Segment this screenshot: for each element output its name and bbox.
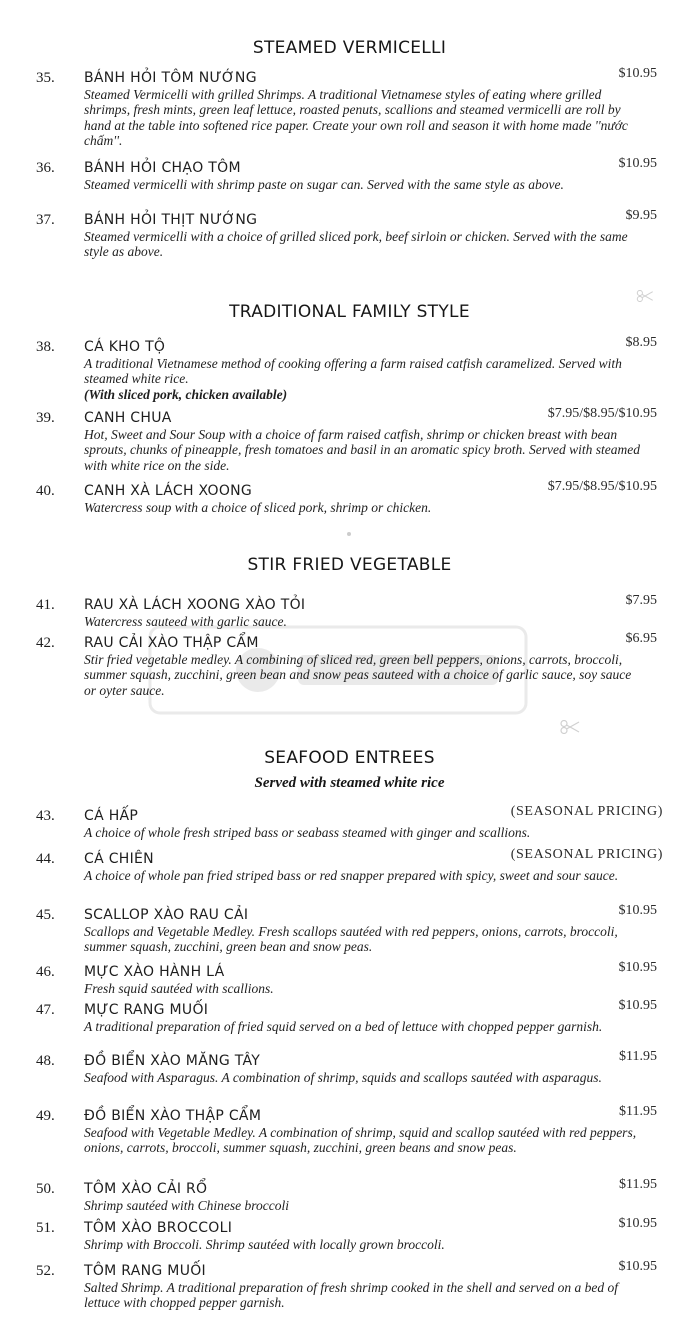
item-name: TÔM XÀO CẢI RỔ bbox=[84, 1181, 208, 1197]
item-name: ĐỒ BIỂN XÀO MĂNG TÂY bbox=[84, 1053, 261, 1069]
item-name: RAU XÀ LÁCH XOONG XÀO TỎI bbox=[84, 597, 306, 613]
item-description: Seafood with Asparagus. A combination of shrimp, squids and scallops sautéed with asparagus. bbox=[84, 1070, 602, 1085]
item-description: Hot, Sweet and Sour Soup with a choice of farm raised catfish, shrimp or chicken breast with bean sprouts, chunks of pineapple, fresh tomatoes and basil in an aromatic spicy broth. Served with steamed with white rice on the side. bbox=[84, 427, 640, 473]
item-price: $10.95 bbox=[618, 156, 657, 171]
item-description: Shrimp with Broccoli. Shrimp sautéed with locally grown broccoli. bbox=[84, 1237, 445, 1252]
item-description: Scallops and Vegetable Medley. Fresh scallops sautéed with red peppers, onions, carrots, broccoli, summer squash, zucchini, green bean and snow peas. bbox=[84, 924, 618, 955]
item-name: BÁNH HỎI THỊT NƯỚNG bbox=[84, 212, 258, 228]
item-description: Shrimp sautéed with Chinese broccoli bbox=[84, 1198, 289, 1213]
item-name: SCALLOP XÀO RAU CẢI bbox=[84, 907, 249, 923]
item-number: 37. bbox=[36, 212, 55, 228]
item-name: MỰC RANG MUỐI bbox=[84, 1002, 209, 1018]
section-title-vermicelli: STEAMED VERMICELLI bbox=[252, 38, 447, 58]
item-number: 38. bbox=[36, 339, 55, 355]
item-name: BÁNH HỎI CHẠO TÔM bbox=[84, 160, 241, 176]
item-name: MỰC XÀO HÀNH LÁ bbox=[84, 964, 225, 980]
item-price: $9.95 bbox=[625, 208, 657, 223]
item-number: 39. bbox=[36, 410, 55, 426]
item-description: Steamed vermicelli with a choice of grilled sliced pork, beef sirloin or chicken. Served with the same style as above. bbox=[84, 229, 628, 260]
item-price: $7.95/$8.95/$10.95 bbox=[547, 406, 657, 421]
item-name: ĐỒ BIỂN XÀO THẬP CẨM bbox=[84, 1108, 262, 1124]
item-description: Watercress sauteed with garlic sauce. bbox=[84, 614, 287, 629]
item-description: Steamed Vermicelli with grilled Shrimps. A traditional Vietnamese styles of eating where grilled shrimps, fresh mints, green leaf lettuce, roasted penuts, scallions and steamed vermicelli are roll by hand at the table into softened rice paper. Create your own roll and season it with home made ''nước chấm''. bbox=[84, 87, 628, 148]
item-number: 35. bbox=[36, 70, 55, 86]
section-title-stirfry: STIR FRIED VEGETABLE bbox=[247, 555, 452, 575]
item-price: $10.95 bbox=[618, 1259, 657, 1274]
item-price: (SEASONAL PRICING) bbox=[510, 847, 663, 862]
item-name: TÔM RANG MUỐI bbox=[84, 1263, 206, 1279]
section-title-seafood: SEAFOOD ENTREES bbox=[264, 748, 435, 768]
item-number: 46. bbox=[36, 964, 55, 980]
scissors-icon bbox=[560, 720, 580, 734]
item-number: 52. bbox=[36, 1263, 55, 1279]
item-number: 48. bbox=[36, 1053, 55, 1069]
item-price: $11.95 bbox=[619, 1177, 657, 1192]
item-price: $11.95 bbox=[619, 1104, 657, 1119]
item-price: $10.95 bbox=[618, 903, 657, 918]
item-note: (With sliced pork, chicken available) bbox=[84, 386, 288, 402]
item-name: BÁNH HỎI TÔM NƯỚNG bbox=[84, 70, 257, 86]
item-price: $10.95 bbox=[618, 960, 657, 975]
item-number: 45. bbox=[36, 907, 55, 923]
item-number: 43. bbox=[36, 808, 55, 824]
item-description-text: A traditional Vietnamese method of cooking offering a farm raised catfish caramelized. Served with steamed white rice. bbox=[84, 356, 622, 387]
item-number: 42. bbox=[36, 635, 55, 651]
item-name: TÔM XÀO BROCCOLI bbox=[84, 1220, 233, 1236]
item-name: CANH CHUA bbox=[84, 410, 172, 426]
item-description: A traditional preparation of fried squid served on a bed of lettuce with chopped pepper garnish. bbox=[84, 1019, 603, 1034]
item-description: Salted Shrimp. A traditional preparation of fresh shrimp cooked in the shell and served on a bed of lettuce with chopped pepper garnish. bbox=[84, 1280, 618, 1311]
item-price: $7.95/$8.95/$10.95 bbox=[547, 479, 657, 494]
item-number: 50. bbox=[36, 1181, 55, 1197]
item-price: (SEASONAL PRICING) bbox=[510, 804, 663, 819]
item-name: CANH XÀ LÁCH XOONG bbox=[84, 483, 253, 499]
item-name: CÁ KHO TỘ bbox=[84, 339, 166, 355]
item-description: A choice of whole fresh striped bass or seabass steamed with ginger and scallions. bbox=[84, 825, 531, 840]
item-name: RAU CẢI XÀO THẬP CẨM bbox=[84, 635, 259, 651]
item-price: $10.95 bbox=[618, 66, 657, 81]
section-title-family: TRADITIONAL FAMILY STYLE bbox=[229, 302, 470, 322]
divider-dot bbox=[347, 532, 351, 536]
item-price: $10.95 bbox=[618, 1216, 657, 1231]
item-description bbox=[84, 356, 644, 402]
item-price: $6.95 bbox=[625, 631, 657, 646]
item-price: $11.95 bbox=[619, 1049, 657, 1064]
item-number: 40. bbox=[36, 483, 55, 499]
item-name: CÁ HẤP bbox=[84, 808, 139, 824]
item-description: Watercress soup with a choice of sliced pork, shrimp or chicken. bbox=[84, 500, 432, 515]
item-description: Steamed vermicelli with shrimp paste on sugar can. Served with the same style as above. bbox=[84, 177, 564, 192]
scissors-icon bbox=[636, 290, 654, 302]
item-number: 41. bbox=[36, 597, 55, 613]
item-description: Stir fried vegetable medley. A combining of sliced red, green bell peppers, onions, carrots, broccoli, summer squash, zucchini, green bean and snow peas sauteed with a choice of garlic sauce, soy sauce or oyter sauce. bbox=[84, 652, 632, 698]
item-name: CÁ CHIÊN bbox=[84, 851, 154, 867]
item-number: 36. bbox=[36, 160, 55, 176]
item-number: 49. bbox=[36, 1108, 55, 1124]
section-subtitle-seafood: Served with steamed white rice bbox=[254, 775, 445, 791]
item-price: $7.95 bbox=[625, 593, 657, 608]
item-description: Seafood with Vegetable Medley. A combination of shrimp, squid and scallop sautéed with red peppers, onions, carrots, broccoli, summer squash, zucchini, green beans and snow peas. bbox=[84, 1125, 637, 1156]
item-description: Fresh squid sautéed with scallions. bbox=[84, 981, 274, 996]
item-number: 51. bbox=[36, 1220, 55, 1236]
item-description: A choice of whole pan fried striped bass or red snapper prepared with spicy, sweet and sour sauce. bbox=[84, 868, 619, 883]
item-price: $8.95 bbox=[625, 335, 657, 350]
item-number: 47. bbox=[36, 1002, 55, 1018]
item-price: $10.95 bbox=[618, 998, 657, 1013]
item-number: 44. bbox=[36, 851, 55, 867]
